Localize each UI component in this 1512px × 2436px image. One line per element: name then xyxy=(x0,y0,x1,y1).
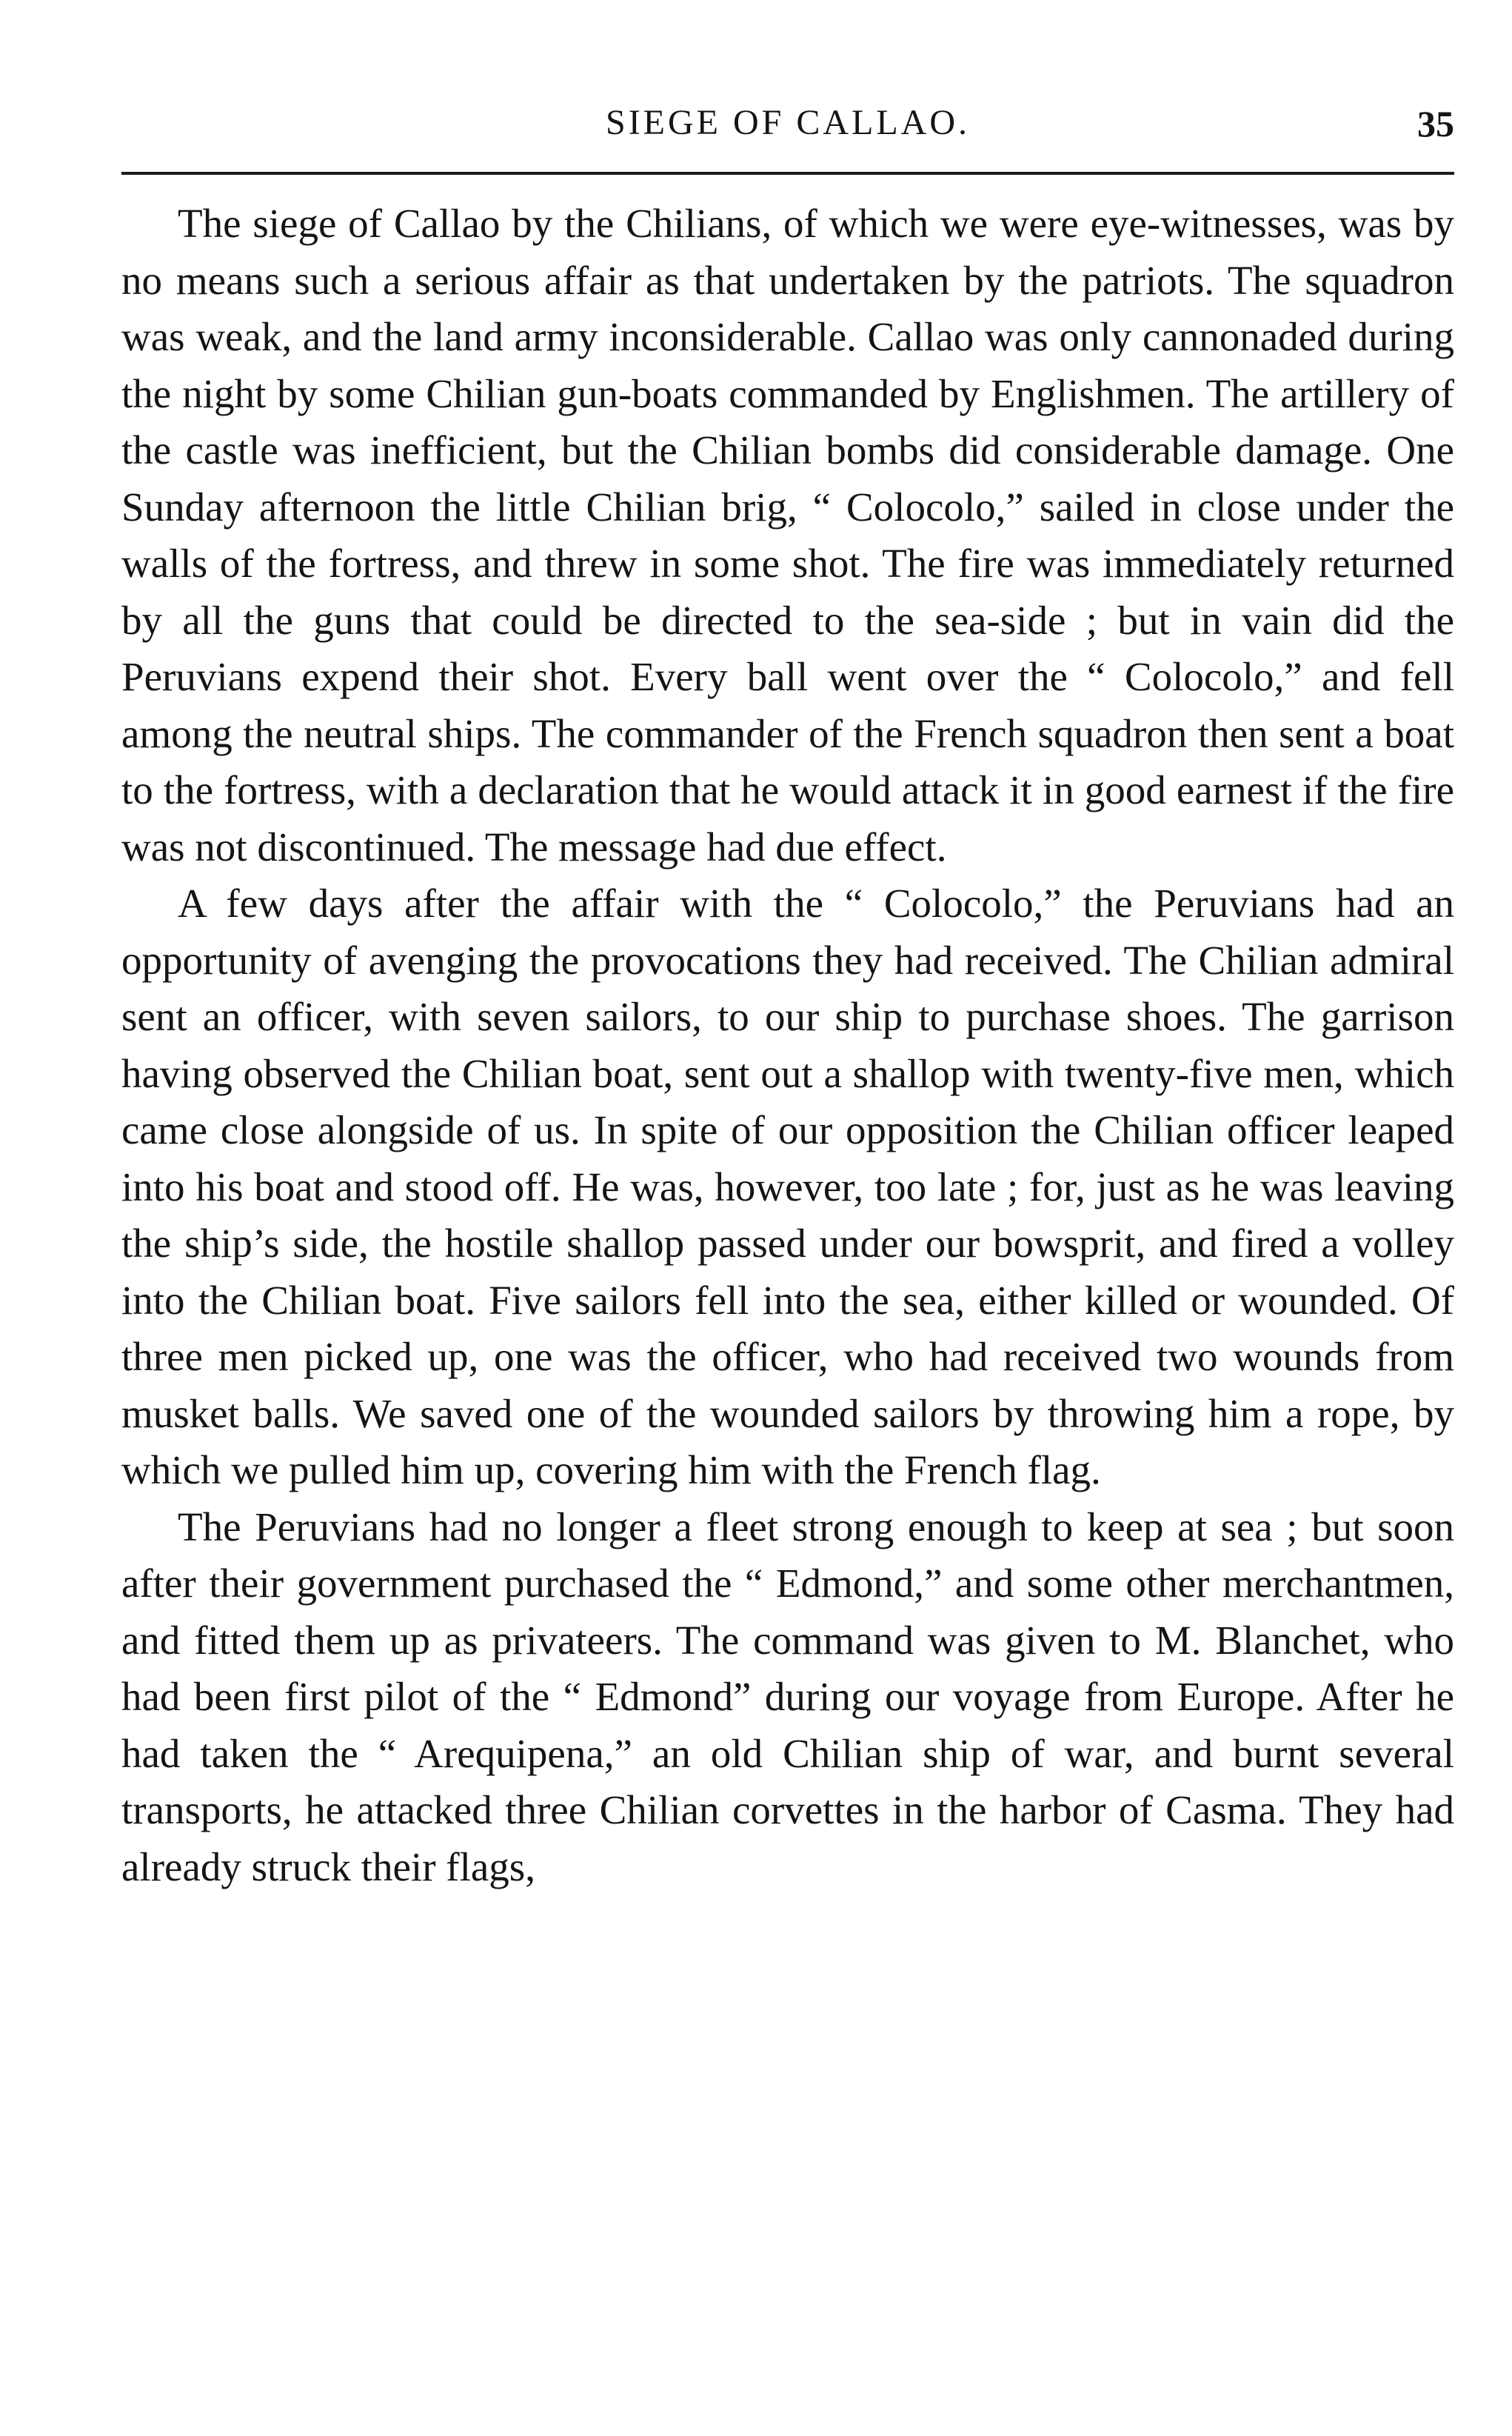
paragraph: A few days after the affair with the “ Colocolo,” the Peruvians had an opportunity of avenging the provocations they had received. The Chilian admiral sent an officer, with seven sailors, to our ship to purchase shoes. The garrison having observed the Chilian boat, sent out a shallop with twenty-five men, which came close alongside of us. In spite of our opposition the Chilian officer leaped into his boat and stood off. He was, however, too late ; for, just as he was leaving the ship’s side, the hostile shallop passed under our bowsprit, and fired a volley into the Chilian boat. Five sailors fell into the sea, either killed or wounded. Of three men picked up, one was the officer, who had received two wounds from musket balls. We saved one of the wounded sailors by throwing him a rope, by which we pulled him up, covering him with the French flag. xyxy=(121,881,1454,1492)
page-number: 35 xyxy=(1417,103,1454,144)
running-title: SIEGE OF CALLAO. xyxy=(606,103,970,142)
body-text xyxy=(121,196,1454,1895)
header-rule xyxy=(121,172,1454,175)
running-head xyxy=(121,102,1454,154)
paragraph: The Peruvians had no longer a fleet strong enough to keep at sea ; but soon after their government purchased the “ Edmond,” and some other merchantmen, and fitted them up as privateers. The command was given to M. Blanchet, who had been first pilot of the “ Edmond” during our voyage from Europe. After he had taken the “ Arequipena,” an old Chilian ship of war, and burnt several transports, he attacked three Chilian corvettes in the harbor of Casma. They had already struck their flags, xyxy=(121,1504,1454,1889)
paragraph: The siege of Callao by the Chilians, of which we were eye-witnesses, was by no means such a serious affair as that undertaken by the patriots. The squadron was weak, and the land army inconsiderable. Callao was only cannonaded during the night by some Chilian gun-boats commanded by Englishmen. The artillery of the castle was inefficient, but the Chilian bombs did considerable damage. One Sunday afternoon the little Chilian brig, “ Colocolo,” sailed in close under the walls of the fortress, and threw in some shot. The fire was immediately returned by all the guns that could be directed to the sea-side ; but in vain did the Peruvians expend their shot. Every ball went over the “ Colocolo,” and fell among the neutral ships. The commander of the French squadron then sent a boat to the fortress, with a declaration that he would attack it in good earnest if the fire was not discontinued. The message had due effect. xyxy=(121,201,1454,870)
